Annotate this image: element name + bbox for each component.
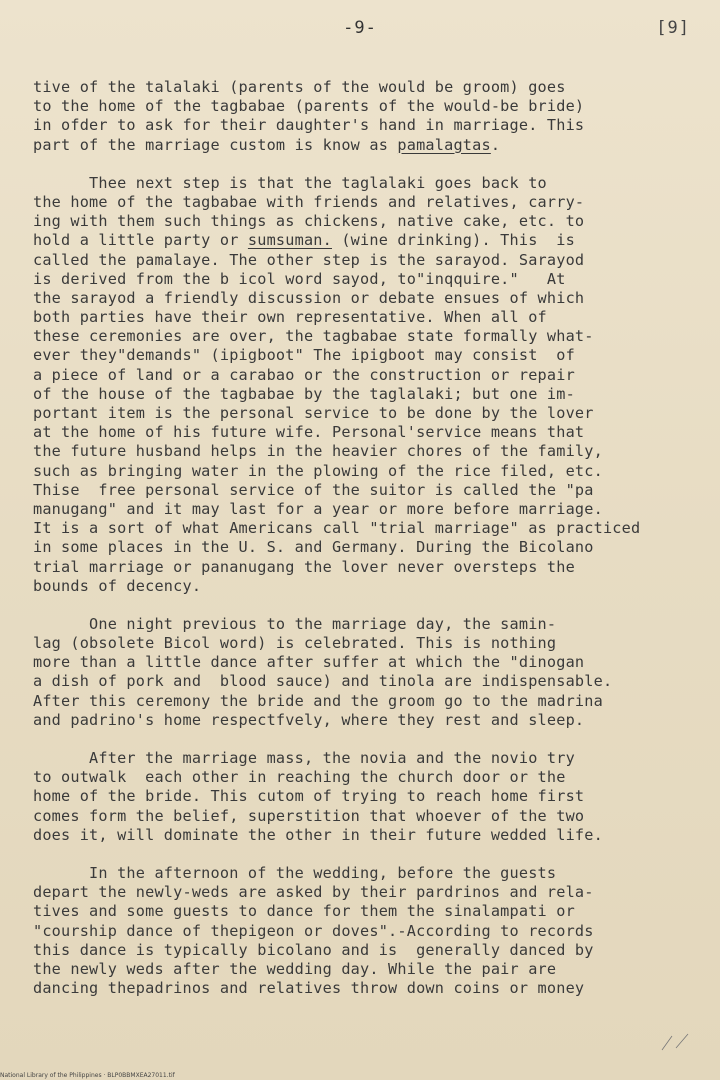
paragraph [33,749,703,845]
paragraph-gap [33,155,703,174]
text-line [33,634,703,653]
text-line [33,346,703,365]
line-text: a dish of pork and blood sauce) and tinola are indispensable. [33,672,613,691]
text-line [33,826,703,845]
text-line [33,615,703,634]
line-text: Thise free personal service of the suitor is called the "pa [33,480,594,499]
text-line [33,136,703,155]
document-body [33,78,703,998]
paragraph [33,78,703,155]
line-text: in ofder to ask for their daughter's hand in marriage. This [33,116,585,135]
text-line [33,404,703,423]
text-line [33,116,703,135]
line-text: In the afternoon of the wedding, before the guests [33,863,557,882]
text-line [33,442,703,461]
line-text: portant item is the personal service to be done by the lover [33,404,594,422]
line-text: ing with them such things as chickens, native cake, etc. to [33,212,585,231]
line-text-after: . [490,135,501,154]
text-line [33,692,703,711]
paragraph-gap [33,845,703,864]
line-text: this dance is typically bicolano and is generally danced by [33,940,594,959]
text-line [33,653,703,672]
underlined-term: pamalagtas [397,135,491,154]
text-line [33,327,703,346]
text-line [33,308,703,327]
line-text: It is a sort of what Americans call "trial marriage" as practiced [33,519,641,538]
text-line [33,711,703,730]
paragraph [33,174,703,596]
line-text: dancing thepadrinos and relatives throw down coins or money [33,979,585,998]
text-line [33,423,703,442]
line-text: called the pamalaye. The other step is the sarayod. Sarayod [33,250,585,269]
line-text: tive of the talalaki (parents of the would be groom) goes [33,78,566,96]
line-text: tives and some guests to dance for them the sinalampati or [33,902,575,921]
text-line [33,366,703,385]
text-line [33,462,703,481]
line-text: the sarayod a friendly discussion or debate ensues of which [33,288,585,307]
paragraph-gap [33,730,703,749]
text-line [33,922,703,941]
text-line [33,231,703,250]
line-text: hold a little party or [33,231,248,250]
line-text: After this ceremony the bride and the groom go to the madrina [33,691,603,710]
text-line [33,500,703,519]
text-line [33,174,703,193]
line-text: bounds of decency. [33,576,202,595]
line-text: a piece of land or a carabao or the construction or repair [33,365,575,384]
line-text-after: (wine drinking). This is [332,231,575,250]
line-text: "courship dance of thepigeon or doves".-According to records [33,921,594,940]
line-text: in some places in the U. S. and Germany. During the Bicolano [33,538,594,557]
text-line [33,787,703,806]
text-line [33,270,703,289]
text-line [33,481,703,500]
text-line [33,577,703,596]
line-text: the newly weds after the wedding day. While the pair are [33,959,557,978]
line-text: home of the bride. This cutom of trying to reach home first [33,787,585,806]
paragraph [33,864,703,998]
text-line [33,289,703,308]
text-line [33,749,703,768]
text-line [33,941,703,960]
paragraph [33,615,703,730]
line-text: to the home of the tagbabae (parents of the would-be bride) [33,97,585,116]
line-text: does it, will dominate the other in their future wedded life. [33,825,603,844]
pencil-mark-icon [658,1030,698,1054]
line-text: trial marriage or pananugang the lover never oversteps the [33,557,575,576]
text-line [33,883,703,902]
line-text: comes form the belief, superstition that whoever of the two [33,806,585,825]
paragraph-gap [33,596,703,615]
line-text: part of the marriage custom is know as [33,135,398,154]
line-text: to outwalk each other in reaching the church door or the [33,768,566,787]
text-line [33,78,703,97]
line-text: and padrino's home respectfvely, where they rest and sleep. [33,710,585,729]
text-line [33,212,703,231]
line-text: at the home of his future wife. Personal'service means that [33,423,585,442]
text-line [33,193,703,212]
line-text: more than a little dance after suffer at which the "dinogan [33,653,585,672]
line-text: After the marriage mass, the novia and the novio try [33,749,575,767]
text-line [33,558,703,577]
text-line [33,807,703,826]
line-text: the home of the tagbabae with friends and relatives, carry- [33,192,585,211]
text-line [33,902,703,921]
text-line [33,538,703,557]
text-line [33,960,703,979]
line-text: Thee next step is that the taglalaki goes back to [33,173,547,192]
line-text: manugang" and it may last for a year or more before marriage. [33,499,603,518]
underlined-term: sumsuman. [247,231,332,250]
line-text: ever they"demands" (ipigboot" The ipigboot may consist of [33,346,575,365]
line-text: lag (obsolete Bicol word) is celebrated. This is nothing [33,634,557,653]
line-text: the future husband helps in the heavier chores of the family, [33,442,603,461]
line-text: of the house of the tagbabae by the taglalaki; but one im- [33,384,575,403]
text-line [33,864,703,883]
line-text: is derived from the b icol word sayod, to"inqquire." At [33,269,566,288]
text-line [33,672,703,691]
line-text: depart the newly-weds are asked by their pardrinos and rela- [33,883,594,902]
text-line [33,251,703,270]
text-line [33,385,703,404]
text-line [33,519,703,538]
line-text: such as bringing water in the plowing of the rice filed, etc. [33,461,603,480]
text-line [33,979,703,998]
text-line [33,768,703,787]
line-text: both parties have their own representative. When all of [33,308,547,327]
archive-footer: National Library of the Philippines · BLP0BBMXEA27011.tif [0,1072,175,1079]
line-text: these ceremonies are over, the tagbabae state formally what- [33,327,594,346]
text-line [33,97,703,116]
line-text: One night previous to the marriage day, the samin- [33,614,557,633]
page-reference: [9] [656,18,690,38]
page-number: -9- [343,18,377,38]
